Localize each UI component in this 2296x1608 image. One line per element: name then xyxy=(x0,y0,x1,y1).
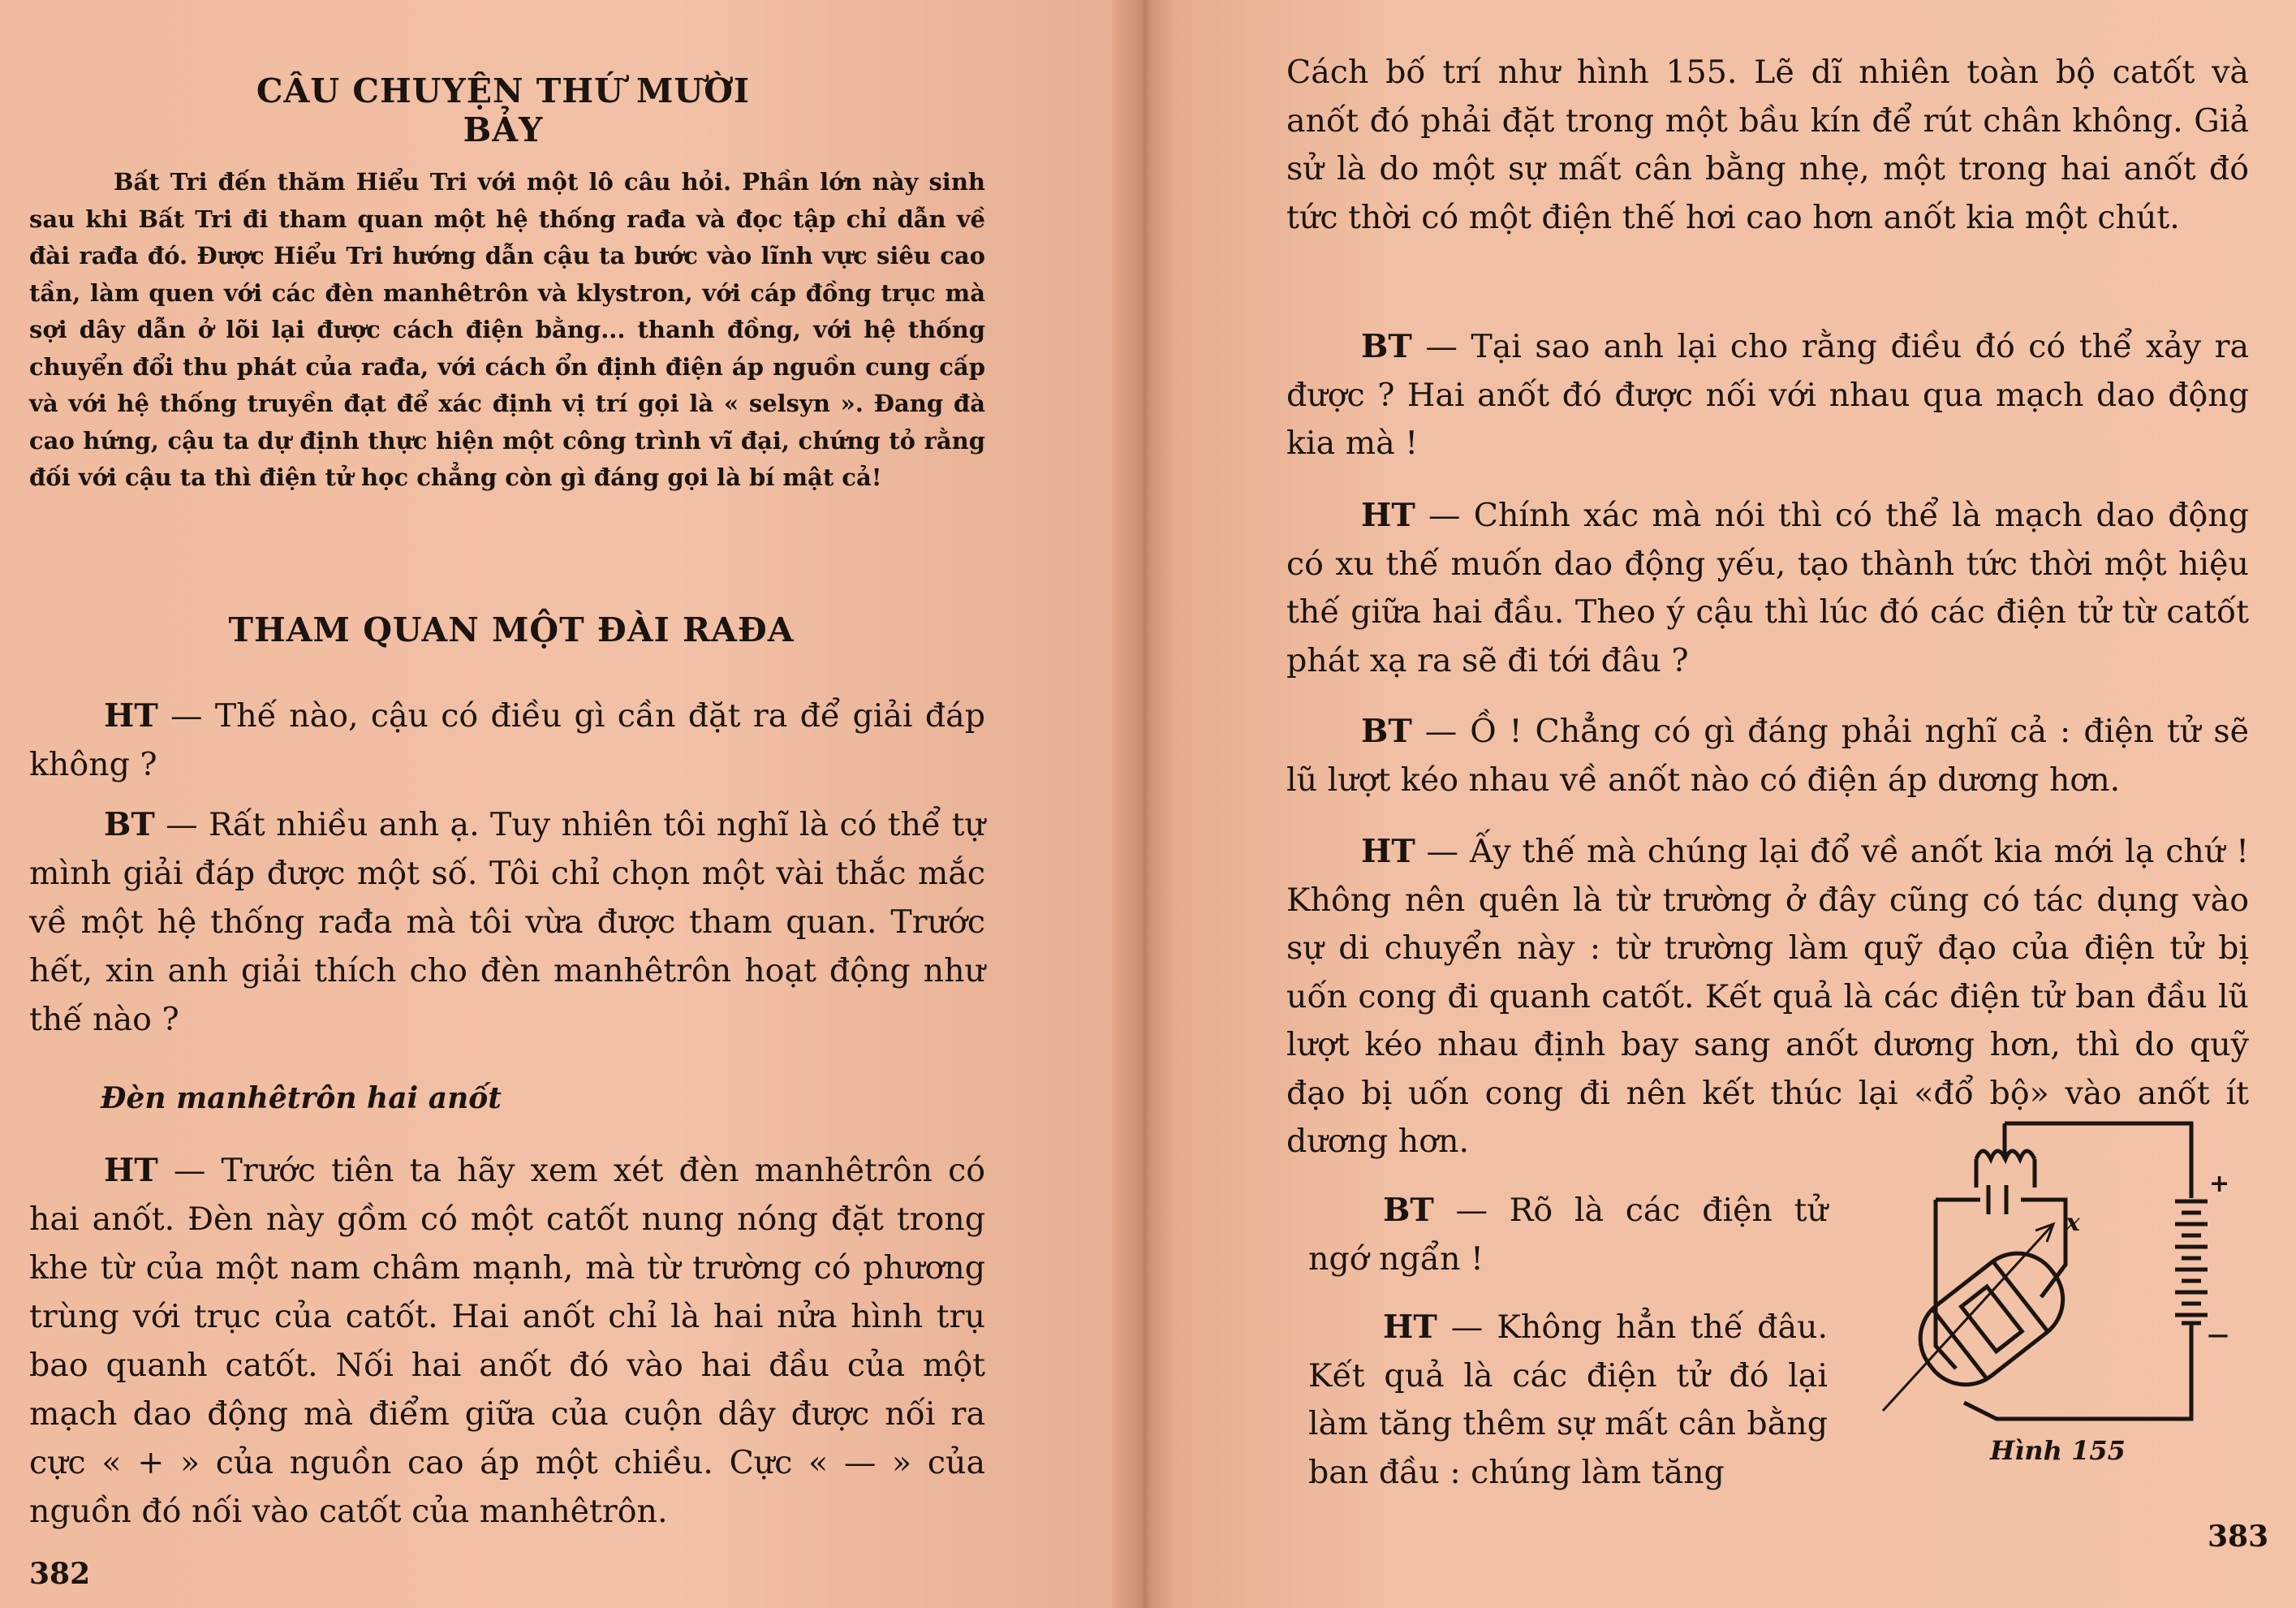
page-number-left: 382 xyxy=(29,1557,91,1591)
speaker-label: BT xyxy=(1361,328,1412,365)
dialogue-text: — Rõ là các điện tử ngớ ngẩn ! xyxy=(1308,1192,1828,1278)
speaker-label: BT xyxy=(1361,713,1412,750)
paragraph: Cách bố trí như hình 155. Lẽ dĩ nhiên toàn bộ catốt và anốt đó phải đặt trong một bầu kín để rút chân không. Giả sử là do một sự mất cân bằng nhẹ, một trong hai anốt đó tức thời có một điện thế hơi cao hơn anốt kia một chút. xyxy=(1286,54,2249,236)
dialogue-text: — Rất nhiều anh ạ. Tuy nhiên tôi nghĩ là có thể tự mình giải đáp được một số. Tôi chỉ chọn một vài thắc mắc về một hệ thống rađa mà tôi vừa được tham quan. Trước hết, xin anh giải thích cho đèn manhêtrôn hoạt động như thế nào ? xyxy=(29,806,985,1038)
figure-label-x: x xyxy=(2066,1209,2080,1237)
book-gutter xyxy=(1112,0,1177,1608)
battery-icon xyxy=(2175,1201,2208,1323)
subheading: Đèn manhêtrôn hai anốt xyxy=(101,1081,502,1115)
speaker-label: HT xyxy=(104,697,158,735)
figure-label-minus: — xyxy=(2208,1323,2229,1347)
dialogue-paragraph xyxy=(1308,1304,1828,1497)
figure-caption: Hình 155 xyxy=(1990,1435,2126,1466)
dialogue-text: — Tại sao anh lại cho rằng điều đó có thể xảy ra được ? Hai anốt đó được nối với nhau qua mạch dao động kia mà ! xyxy=(1286,328,2249,462)
dialogue-text: — Thế nào, cậu có điều gì cần đặt ra để giải đáp không ? xyxy=(29,697,985,783)
chapter-title: CÂU CHUYỆN THỨ MƯỜI BẢY xyxy=(256,71,751,149)
magnetron-circuit-figure xyxy=(1867,1110,2264,1484)
dialogue-text: — Ấy thế mà chúng lại đổ về anốt kia mới lạ chứ ! Không nên quên là từ trường ở đây cũng có tác dụng vào sự di chuyển này : từ trường làm quỹ đạo của điện tử bị uốn cong đi quanh catốt. Kết quả là các điện tử ban đầu lũ lượt kéo nhau định bay sang anốt dương hơn, thì do quỹ đạo bị uốn cong đi nên kết thúc lại «đổ bộ» vào anốt ít dương hơn. xyxy=(1286,833,2249,1160)
dialogue-paragraph xyxy=(29,1146,985,1536)
speaker-label: HT xyxy=(1361,833,1415,870)
circuit-wire xyxy=(1964,1354,2191,1419)
dialogue-text: — Không hẳn thế đâu. Kết quả là các điện tử đó lại làm tăng thêm sự mất cân bằng ban đầu : chúng làm tăng xyxy=(1308,1308,1828,1491)
magnetron-tube-icon xyxy=(1903,1236,2079,1402)
dialogue-text: — Chính xác mà nói thì có thể là mạch dao động có xu thế muốn dao động yếu, tạo thành tức thời một hiệu thế giữa hai đầu. Theo ý cậu thì lúc đó các điện tử từ catốt phát xạ ra sẽ đi tới đâu ? xyxy=(1286,497,2249,679)
dialogue-paragraph xyxy=(1286,708,2249,804)
speaker-label: HT xyxy=(1383,1308,1437,1346)
speaker-label: BT xyxy=(1383,1192,1434,1229)
dialogue-paragraph xyxy=(29,692,985,789)
dialogue-paragraph xyxy=(1286,492,2249,685)
speaker-label: HT xyxy=(104,1152,158,1189)
speaker-label: BT xyxy=(104,806,155,843)
dialogue-paragraph xyxy=(1286,323,2249,468)
page-number-right: 383 xyxy=(2208,1520,2269,1554)
dialogue-paragraph xyxy=(1308,1187,1828,1283)
dialogue-text: — Ồ ! Chẳng có gì đáng phải nghĩ cả : điện tử sẽ lũ lượt kéo nhau về anốt nào có điện áp dương hơn. xyxy=(1286,713,2249,799)
dialogue-paragraph xyxy=(29,800,985,1044)
chapter-intro: Bất Tri đến thăm Hiểu Tri với một lô câu hỏi. Phần lớn này sinh sau khi Bất Tri đi tham quan một hệ thống rađa và đọc tập chỉ dẫn về đài rađa đó. Được Hiểu Tri hướng dẫn cậu ta bước vào lĩnh vực siêu cao tần, làm quen với các đèn manhêtrôn và klystron, với cáp đồng trục mà sợi dây dẫn ở lõi lại được cách điện bằng... thanh đồng, với hệ thống chuyển đổi thu phát của rađa, với cách ổn định điện áp nguồn cung cấp và với hệ thống truyền đạt để xác định vị trí gọi là « selsyn ». Đang đà cao hứng, cậu ta dự định thực hiện một công trình vĩ đại, chứng tỏ rằng đối với cậu ta thì điện tử học chẳng còn gì đáng gọi là bí mật cả! xyxy=(29,168,985,491)
speaker-label: HT xyxy=(1361,497,1415,534)
figure-label-plus: + xyxy=(2209,1170,2230,1198)
section-title: THAM QUAN MỘT ĐÀI RAĐA xyxy=(228,610,795,649)
dialogue-text: — Trước tiên ta hãy xem xét đèn manhêtrôn có hai anốt. Đèn này gồm có một catốt nung nóng đặt trong khe từ của một nam châm mạnh, mà từ trường có phương trùng với trục của catốt. Hai anốt chỉ là hai nửa hình trụ bao quanh catốt. Nối hai anốt đó vào hai đầu của một mạch dao động mà điểm giữa của cuộn dây được nối ra cực « + » của nguồn cao áp một chiều. Cực « — » của nguồn đó nối vào catốt của manhêtrôn. xyxy=(29,1152,985,1530)
